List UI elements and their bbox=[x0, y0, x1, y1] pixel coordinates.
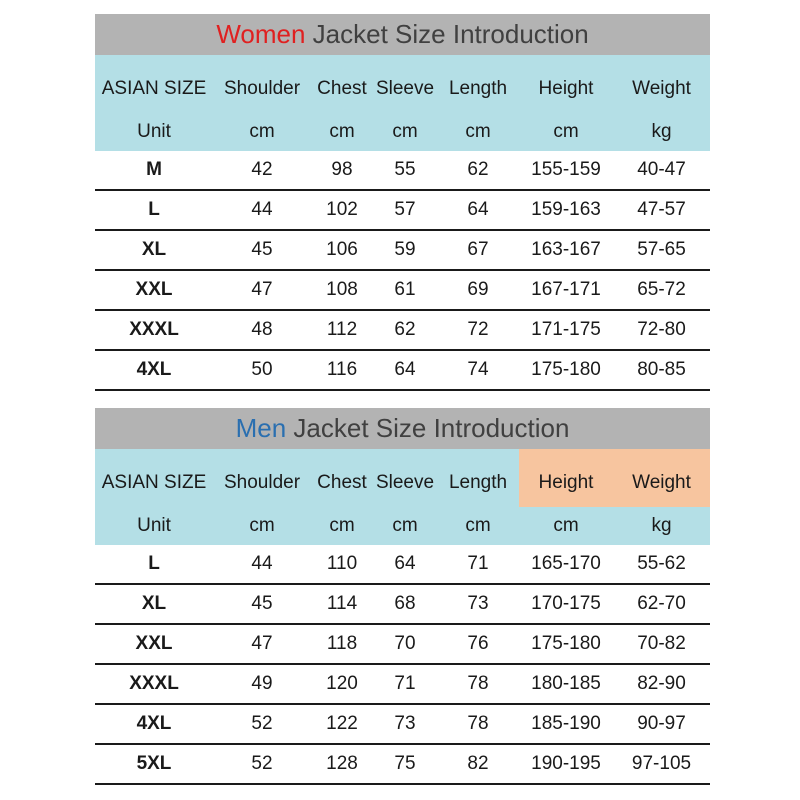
length-cell: 76 bbox=[437, 624, 519, 664]
men-unit-sleeve: cm bbox=[373, 507, 437, 545]
shoulder-cell: 50 bbox=[213, 350, 311, 390]
men-unit-row bbox=[95, 507, 710, 545]
weight-cell: 80-85 bbox=[613, 350, 710, 390]
shoulder-cell: 47 bbox=[213, 624, 311, 664]
height-cell: 170-175 bbox=[519, 584, 613, 624]
table-row bbox=[95, 350, 710, 390]
size-cell: L bbox=[95, 190, 213, 230]
men-unit-chest: cm bbox=[311, 507, 373, 545]
men-header-size: ASIAN SIZE bbox=[95, 449, 213, 507]
length-cell: 69 bbox=[437, 270, 519, 310]
sleeve-cell: 70 bbox=[373, 624, 437, 664]
size-cell: XL bbox=[95, 230, 213, 270]
chest-cell: 122 bbox=[311, 704, 373, 744]
chest-cell: 110 bbox=[311, 545, 373, 584]
height-cell: 185-190 bbox=[519, 704, 613, 744]
chest-cell: 128 bbox=[311, 744, 373, 784]
height-cell: 190-195 bbox=[519, 744, 613, 784]
shoulder-cell: 45 bbox=[213, 584, 311, 624]
sleeve-cell: 62 bbox=[373, 310, 437, 350]
table-row bbox=[95, 310, 710, 350]
women-header-height: Height bbox=[519, 55, 613, 113]
chest-cell: 106 bbox=[311, 230, 373, 270]
chest-cell: 118 bbox=[311, 624, 373, 664]
weight-cell: 70-82 bbox=[613, 624, 710, 664]
men-unit-label: Unit bbox=[95, 507, 213, 545]
women-header-sleeve: Sleeve bbox=[373, 55, 437, 113]
height-cell: 165-170 bbox=[519, 545, 613, 584]
size-cell: 4XL bbox=[95, 350, 213, 390]
length-cell: 73 bbox=[437, 584, 519, 624]
length-cell: 71 bbox=[437, 545, 519, 584]
height-cell: 180-185 bbox=[519, 664, 613, 704]
weight-cell: 55-62 bbox=[613, 545, 710, 584]
weight-cell: 90-97 bbox=[613, 704, 710, 744]
men-title-accent: Men bbox=[235, 413, 287, 443]
table-row bbox=[95, 664, 710, 704]
size-cell: XL bbox=[95, 584, 213, 624]
women-unit-label: Unit bbox=[95, 113, 213, 151]
men-header-shoulder: Shoulder bbox=[213, 449, 311, 507]
length-cell: 64 bbox=[437, 190, 519, 230]
sleeve-cell: 64 bbox=[373, 350, 437, 390]
shoulder-cell: 52 bbox=[213, 704, 311, 744]
men-unit-length: cm bbox=[437, 507, 519, 545]
table-row bbox=[95, 151, 710, 190]
women-header-weight: Weight bbox=[613, 55, 710, 113]
women-unit-height: cm bbox=[519, 113, 613, 151]
men-header-length: Length bbox=[437, 449, 519, 507]
men-title-row bbox=[95, 408, 710, 449]
length-cell: 67 bbox=[437, 230, 519, 270]
men-header-height: Height bbox=[519, 449, 613, 507]
length-cell: 62 bbox=[437, 151, 519, 190]
table-row bbox=[95, 230, 710, 270]
chest-cell: 116 bbox=[311, 350, 373, 390]
table-row bbox=[95, 744, 710, 784]
chest-cell: 120 bbox=[311, 664, 373, 704]
shoulder-cell: 49 bbox=[213, 664, 311, 704]
height-cell: 155-159 bbox=[519, 151, 613, 190]
sleeve-cell: 68 bbox=[373, 584, 437, 624]
women-unit-weight: kg bbox=[613, 113, 710, 151]
length-cell: 78 bbox=[437, 704, 519, 744]
length-cell: 82 bbox=[437, 744, 519, 784]
length-cell: 74 bbox=[437, 350, 519, 390]
sleeve-cell: 61 bbox=[373, 270, 437, 310]
chest-cell: 112 bbox=[311, 310, 373, 350]
women-table-title bbox=[95, 14, 710, 55]
men-header-row bbox=[95, 449, 710, 507]
table-row bbox=[95, 584, 710, 624]
weight-cell: 47-57 bbox=[613, 190, 710, 230]
size-cell: XXL bbox=[95, 270, 213, 310]
shoulder-cell: 44 bbox=[213, 190, 311, 230]
weight-cell: 62-70 bbox=[613, 584, 710, 624]
sleeve-cell: 75 bbox=[373, 744, 437, 784]
women-unit-row bbox=[95, 113, 710, 151]
shoulder-cell: 44 bbox=[213, 545, 311, 584]
size-cell: XXXL bbox=[95, 310, 213, 350]
size-cell: L bbox=[95, 545, 213, 584]
sleeve-cell: 73 bbox=[373, 704, 437, 744]
length-cell: 72 bbox=[437, 310, 519, 350]
men-table-title bbox=[95, 408, 710, 449]
men-header-chest: Chest bbox=[311, 449, 373, 507]
women-unit-sleeve: cm bbox=[373, 113, 437, 151]
men-unit-weight: kg bbox=[613, 507, 710, 545]
men-unit-shoulder: cm bbox=[213, 507, 311, 545]
table-row bbox=[95, 545, 710, 584]
height-cell: 175-180 bbox=[519, 624, 613, 664]
men-size-table bbox=[95, 408, 710, 785]
women-unit-chest: cm bbox=[311, 113, 373, 151]
size-cell: 5XL bbox=[95, 744, 213, 784]
men-unit-height: cm bbox=[519, 507, 613, 545]
sleeve-cell: 71 bbox=[373, 664, 437, 704]
weight-cell: 40-47 bbox=[613, 151, 710, 190]
men-header-sleeve: Sleeve bbox=[373, 449, 437, 507]
men-header-weight: Weight bbox=[613, 449, 710, 507]
women-unit-length: cm bbox=[437, 113, 519, 151]
weight-cell: 65-72 bbox=[613, 270, 710, 310]
shoulder-cell: 45 bbox=[213, 230, 311, 270]
women-title-accent: Women bbox=[216, 19, 306, 49]
sleeve-cell: 59 bbox=[373, 230, 437, 270]
shoulder-cell: 52 bbox=[213, 744, 311, 784]
women-unit-shoulder: cm bbox=[213, 113, 311, 151]
men-title-text: Jacket Size Introduction bbox=[286, 413, 570, 443]
shoulder-cell: 42 bbox=[213, 151, 311, 190]
women-header-length: Length bbox=[437, 55, 519, 113]
size-cell: XXL bbox=[95, 624, 213, 664]
chest-cell: 108 bbox=[311, 270, 373, 310]
women-header-row bbox=[95, 55, 710, 113]
size-cell: XXXL bbox=[95, 664, 213, 704]
women-header-shoulder: Shoulder bbox=[213, 55, 311, 113]
height-cell: 167-171 bbox=[519, 270, 613, 310]
weight-cell: 72-80 bbox=[613, 310, 710, 350]
shoulder-cell: 47 bbox=[213, 270, 311, 310]
chest-cell: 98 bbox=[311, 151, 373, 190]
weight-cell: 97-105 bbox=[613, 744, 710, 784]
women-title-text: Jacket Size Introduction bbox=[305, 19, 589, 49]
sleeve-cell: 64 bbox=[373, 545, 437, 584]
sleeve-cell: 55 bbox=[373, 151, 437, 190]
table-row bbox=[95, 624, 710, 664]
women-size-table bbox=[95, 14, 710, 391]
length-cell: 78 bbox=[437, 664, 519, 704]
women-header-size: ASIAN SIZE bbox=[95, 55, 213, 113]
size-cell: 4XL bbox=[95, 704, 213, 744]
weight-cell: 57-65 bbox=[613, 230, 710, 270]
women-header-chest: Chest bbox=[311, 55, 373, 113]
women-title-row bbox=[95, 14, 710, 55]
chest-cell: 114 bbox=[311, 584, 373, 624]
shoulder-cell: 48 bbox=[213, 310, 311, 350]
height-cell: 163-167 bbox=[519, 230, 613, 270]
sleeve-cell: 57 bbox=[373, 190, 437, 230]
height-cell: 171-175 bbox=[519, 310, 613, 350]
size-cell: M bbox=[95, 151, 213, 190]
height-cell: 159-163 bbox=[519, 190, 613, 230]
table-row bbox=[95, 190, 710, 230]
table-row bbox=[95, 270, 710, 310]
table-row bbox=[95, 704, 710, 744]
chest-cell: 102 bbox=[311, 190, 373, 230]
weight-cell: 82-90 bbox=[613, 664, 710, 704]
height-cell: 175-180 bbox=[519, 350, 613, 390]
